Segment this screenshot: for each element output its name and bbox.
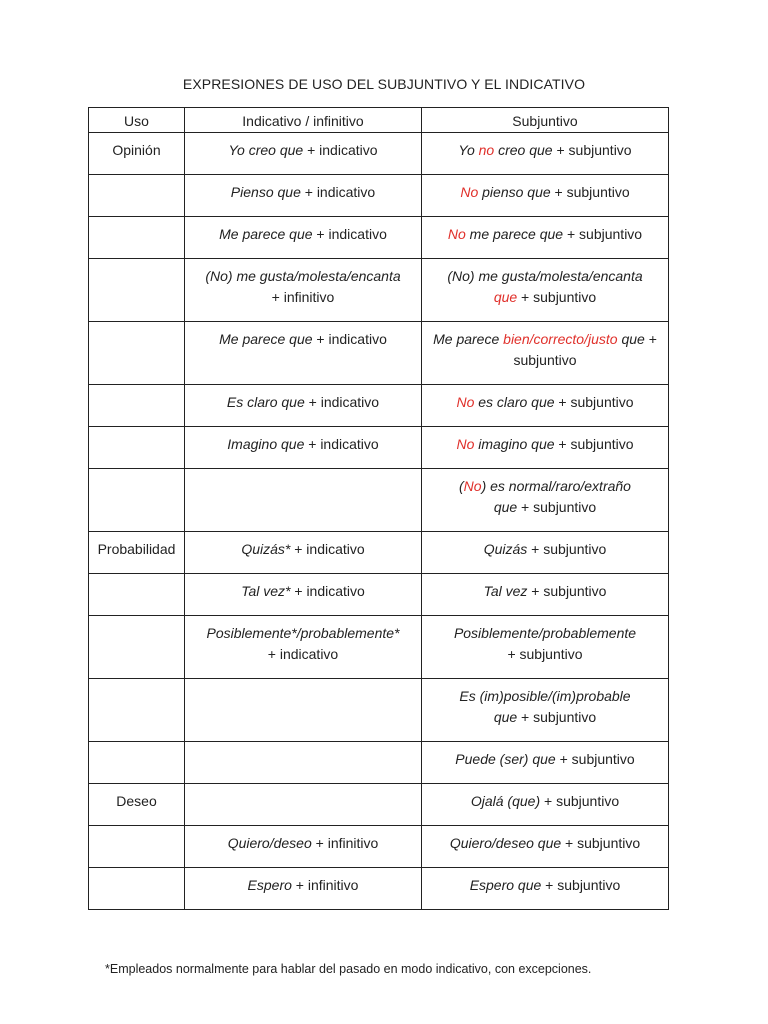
cell-uso — [89, 679, 185, 742]
cell-indicativo — [185, 868, 422, 910]
cell-uso — [89, 385, 185, 427]
cell-text: + indicativo — [304, 394, 380, 410]
cell-text: + subjuntivo — [517, 499, 597, 515]
cell-text: Posiblemente*/probablemente* — [206, 625, 400, 641]
cell-text: es claro que — [474, 394, 555, 410]
table-row — [89, 322, 669, 385]
cell-indicativo — [185, 742, 422, 784]
cell-text: Puede (ser) que — [455, 751, 556, 767]
cell-text: Me parece — [433, 331, 504, 347]
table-body — [89, 133, 669, 910]
cell-text: + indicativo — [312, 226, 387, 242]
cell-subjuntivo — [422, 259, 669, 322]
cell-text: Tal vez — [483, 583, 528, 599]
table-row — [89, 427, 669, 469]
cell-text: + subjuntivo — [507, 646, 583, 662]
cell-text: + indicativo — [290, 583, 365, 599]
cell-text: + subjuntivo — [552, 142, 632, 158]
table-row — [89, 217, 669, 259]
cell-text: Es claro que — [226, 394, 305, 410]
header-subjuntivo: Subjuntivo — [422, 108, 669, 133]
cell-text: que — [617, 331, 645, 347]
table-row — [89, 469, 669, 532]
cell-text: + indicativo — [303, 142, 378, 158]
cell-text: + indicativo — [304, 436, 379, 452]
table-row — [89, 385, 669, 427]
cell-uso — [89, 868, 185, 910]
cell-subjuntivo — [422, 742, 669, 784]
cell-subjuntivo — [422, 574, 669, 616]
cell-indicativo — [185, 217, 422, 259]
cell-subjuntivo — [422, 784, 669, 826]
cell-uso — [89, 469, 185, 532]
cell-indicativo — [185, 427, 422, 469]
cell-text: + infinitivo — [311, 835, 379, 851]
cell-uso — [89, 616, 185, 679]
page-title: EXPRESIONES DE USO DEL SUBJUNTIVO Y EL INDICATIVO — [182, 76, 586, 92]
header-uso: Uso — [89, 108, 185, 133]
cell-subjuntivo — [422, 826, 669, 868]
cell-indicativo — [185, 175, 422, 217]
cell-text: me parece que — [465, 226, 564, 242]
cell-uso — [89, 322, 185, 385]
cell-text: + — [644, 331, 657, 347]
header-indicativo: Indicativo / infinitivo — [185, 108, 422, 133]
cell-text: + subjuntivo — [527, 583, 607, 599]
cell-text: + indicativo — [300, 184, 376, 200]
table-row — [89, 259, 669, 322]
cell-subjuntivo — [422, 175, 669, 217]
cell-indicativo — [185, 322, 422, 385]
table-row — [89, 868, 669, 910]
highlight-text: No — [460, 184, 479, 200]
table-row — [89, 175, 669, 217]
table-row — [89, 826, 669, 868]
cell-text: Quizás* — [241, 541, 291, 557]
highlight-text: bien/correcto/justo — [503, 331, 618, 347]
cell-text: + subjuntivo — [540, 793, 620, 809]
cell-text: + subjuntivo — [563, 226, 643, 242]
cell-uso: Probabilidad — [89, 532, 185, 574]
table-row — [89, 532, 669, 574]
cell-text: ) es normal/raro/extraño — [481, 478, 631, 494]
cell-text: Imagino que — [227, 436, 305, 452]
cell-text: + subjuntivo — [517, 709, 597, 725]
cell-indicativo — [185, 469, 422, 532]
cell-indicativo — [185, 532, 422, 574]
cell-subjuntivo — [422, 616, 669, 679]
cell-indicativo — [185, 133, 422, 175]
cell-uso — [89, 742, 185, 784]
cell-subjuntivo — [422, 868, 669, 910]
footnote: *Empleados normalmente para hablar del pasado en modo indicativo, con excepciones. — [105, 962, 592, 976]
cell-subjuntivo — [422, 322, 669, 385]
cell-text: Es (im)posible/(im)probable — [459, 688, 631, 704]
expressions-table — [88, 107, 669, 910]
table-row — [89, 574, 669, 616]
cell-text: ( — [459, 478, 464, 494]
cell-text: + infinitivo — [271, 289, 335, 305]
cell-text: + indicativo — [312, 331, 387, 347]
table-row — [89, 742, 669, 784]
cell-text: Espero que — [469, 877, 542, 893]
cell-text: Ojalá (que) — [470, 793, 541, 809]
cell-text: (No) me gusta/molesta/encanta — [205, 268, 401, 284]
cell-text: + subjuntivo — [554, 394, 634, 410]
cell-subjuntivo — [422, 427, 669, 469]
cell-text: + indicativo — [267, 646, 339, 662]
cell-subjuntivo — [422, 532, 669, 574]
cell-text: + subjuntivo — [555, 751, 635, 767]
cell-text: Posiblemente/probablemente — [453, 625, 637, 641]
cell-text: Pienso que — [230, 184, 301, 200]
table-header-row — [89, 108, 669, 133]
table-row — [89, 784, 669, 826]
cell-subjuntivo — [422, 385, 669, 427]
highlight-text: que — [493, 289, 518, 305]
cell-indicativo — [185, 574, 422, 616]
cell-uso: Deseo — [89, 784, 185, 826]
cell-indicativo — [185, 679, 422, 742]
cell-text: que — [493, 499, 518, 515]
cell-text: + subjuntivo — [550, 184, 630, 200]
cell-text: pienso que — [478, 184, 551, 200]
cell-uso — [89, 259, 185, 322]
cell-subjuntivo — [422, 679, 669, 742]
cell-text: Me parece que — [219, 331, 313, 347]
highlight-text: No — [447, 226, 466, 242]
table-row — [89, 679, 669, 742]
cell-uso — [89, 427, 185, 469]
cell-text: Espero — [247, 877, 292, 893]
cell-text: imagino que — [474, 436, 555, 452]
cell-uso — [89, 175, 185, 217]
highlight-text: No — [463, 478, 482, 494]
cell-text: + subjuntivo — [527, 541, 607, 557]
cell-text: que — [493, 709, 518, 725]
cell-text: Tal vez* — [241, 583, 291, 599]
table-row — [89, 133, 669, 175]
cell-indicativo — [185, 826, 422, 868]
cell-uso: Opinión — [89, 133, 185, 175]
cell-text: subjuntivo — [513, 352, 577, 368]
highlight-text: no — [478, 142, 495, 158]
cell-text: creo que — [494, 142, 553, 158]
cell-indicativo — [185, 385, 422, 427]
cell-indicativo — [185, 616, 422, 679]
cell-subjuntivo — [422, 133, 669, 175]
cell-text: Yo — [458, 142, 479, 158]
cell-text: + subjuntivo — [517, 289, 597, 305]
cell-text: Quiero/deseo que — [449, 835, 562, 851]
cell-text: Yo creo que — [228, 142, 304, 158]
cell-text: + subjuntivo — [561, 835, 641, 851]
cell-subjuntivo — [422, 469, 669, 532]
cell-text: Quiero/deseo — [227, 835, 312, 851]
cell-indicativo — [185, 259, 422, 322]
cell-text: + subjuntivo — [541, 877, 621, 893]
cell-uso — [89, 574, 185, 616]
cell-subjuntivo — [422, 217, 669, 259]
table-row — [89, 616, 669, 679]
cell-text: (No) me gusta/molesta/encanta — [447, 268, 643, 284]
highlight-text: No — [456, 436, 475, 452]
cell-text: + infinitivo — [291, 877, 359, 893]
cell-text: Me parece que — [219, 226, 313, 242]
highlight-text: No — [456, 394, 475, 410]
cell-indicativo — [185, 784, 422, 826]
cell-text: Quizás — [483, 541, 528, 557]
cell-text: + indicativo — [290, 541, 365, 557]
cell-text: + subjuntivo — [554, 436, 634, 452]
cell-uso — [89, 826, 185, 868]
cell-uso — [89, 217, 185, 259]
